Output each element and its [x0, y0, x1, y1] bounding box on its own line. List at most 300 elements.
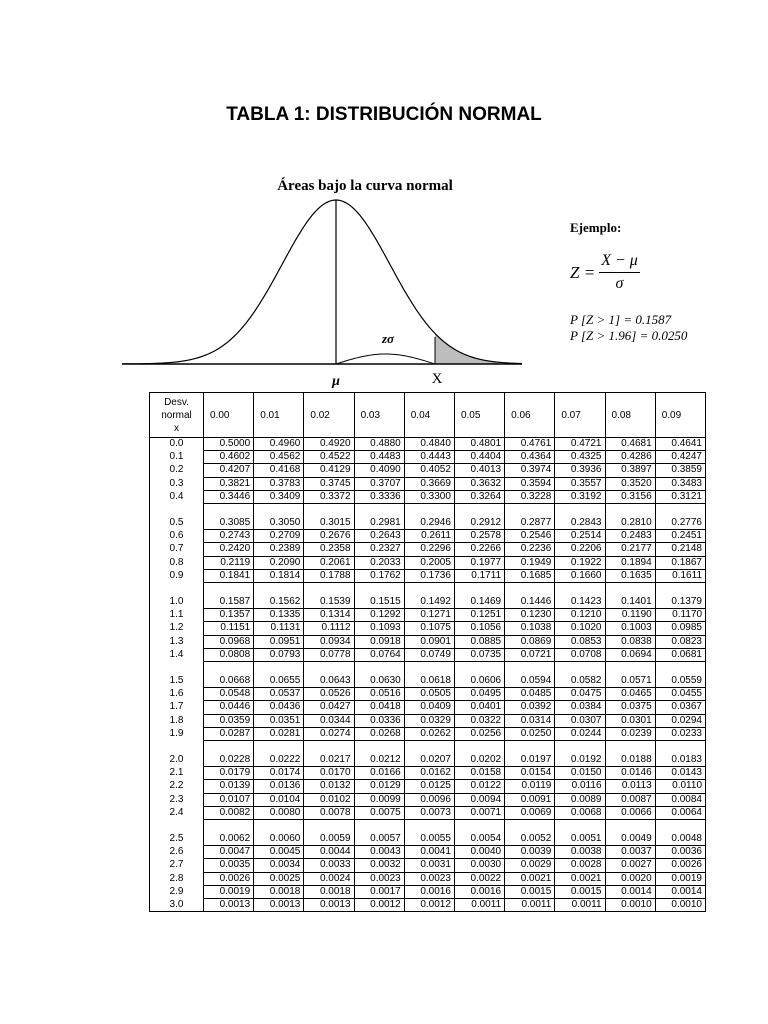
table-cell: 0.5000	[204, 438, 254, 451]
table-cell: 0.0287	[204, 727, 254, 740]
table-cell: 0.0162	[404, 767, 454, 780]
table-cell: 0.0020	[605, 872, 655, 885]
table-cell: 0.1357	[204, 609, 254, 622]
header-x-line: normal	[161, 409, 192, 421]
table-cell: 0.0409	[404, 701, 454, 714]
table-cell: 0.3783	[254, 477, 304, 490]
table-cell: 0.2266	[454, 543, 504, 556]
table-cell: 0.0668	[204, 675, 254, 688]
table-cell: 0.0033	[304, 859, 354, 872]
table-cell: 0.0041	[404, 846, 454, 859]
table-cell: 0.2578	[454, 530, 504, 543]
table-cell: 0.3745	[304, 477, 354, 490]
table-cell: 0.1841	[204, 569, 254, 582]
table-cell: 0.3707	[354, 477, 404, 490]
table-cell: 0.0166	[354, 767, 404, 780]
table-cell: 0.1251	[454, 609, 504, 622]
table-row	[150, 438, 706, 451]
table-cell: 0.1611	[655, 569, 705, 582]
table-cell: 0.0174	[254, 767, 304, 780]
table-cell: 0.0040	[454, 846, 504, 859]
table-cell: 0.0643	[304, 675, 354, 688]
table-row	[150, 701, 706, 714]
table-row	[150, 530, 706, 543]
table-row	[150, 622, 706, 635]
table-row	[150, 675, 706, 688]
table-cell: 0.0018	[254, 885, 304, 898]
table-cell: 0.0322	[454, 714, 504, 727]
table-cell: 0.1867	[655, 556, 705, 569]
table-cell: 0.2810	[605, 517, 655, 530]
table-cell: 0.3483	[655, 477, 705, 490]
table-cell: 0.1379	[655, 596, 705, 609]
table-cell: 0.0548	[204, 688, 254, 701]
table-cell: 0.4364	[505, 451, 555, 464]
table-cell: 0.4522	[304, 451, 354, 464]
table-cell: 0.0049	[605, 833, 655, 846]
group-spacer	[150, 583, 706, 597]
table-cell: 0.0985	[655, 622, 705, 635]
table-cell: 0.1170	[655, 609, 705, 622]
table-cell: 0.0113	[605, 780, 655, 793]
table-row	[150, 556, 706, 569]
table-row	[150, 648, 706, 661]
table-cell: 0.1093	[354, 622, 404, 635]
table-cell: 0.1292	[354, 609, 404, 622]
table-cell: 0.0051	[555, 833, 605, 846]
table-cell: 0.0838	[605, 635, 655, 648]
group-spacer	[150, 504, 706, 518]
table-cell: 0.1075	[404, 622, 454, 635]
table-cell: 0.4090	[354, 464, 404, 477]
table-cell: 0.0630	[354, 675, 404, 688]
mu-label: μ	[332, 374, 340, 389]
table-cell: 0.0436	[254, 701, 304, 714]
bell-curve	[122, 200, 522, 364]
table-cell: 0.4443	[404, 451, 454, 464]
table-cell: 0.0064	[655, 806, 705, 819]
table-cell: 0.0934	[304, 635, 354, 648]
table-row	[150, 714, 706, 727]
table-cell: 0.2776	[655, 517, 705, 530]
table-cell: 0.0475	[555, 688, 605, 701]
table-cell: 0.4960	[254, 438, 304, 451]
table-cell: 0.0052	[505, 833, 555, 846]
table-cell: 0.0012	[404, 899, 454, 912]
table-cell: 0.2236	[505, 543, 555, 556]
table-row	[150, 899, 706, 912]
table-cell: 0.0129	[354, 780, 404, 793]
table-cell: 0.1894	[605, 556, 655, 569]
table-cell: 0.0559	[655, 675, 705, 688]
table-cell: 0.4052	[404, 464, 454, 477]
table-cell: 0.0262	[404, 727, 454, 740]
table-cell: 0.0080	[254, 806, 304, 819]
header-x-line: Desv.	[164, 396, 189, 408]
table-cell: 0.1190	[605, 609, 655, 622]
z-formula	[570, 252, 640, 293]
table-cell: 0.1469	[454, 596, 504, 609]
table-row	[150, 806, 706, 819]
table-cell: 0.0019	[204, 885, 254, 898]
table-cell: 0.4483	[354, 451, 404, 464]
table-cell: 0.0139	[204, 780, 254, 793]
table-cell: 0.0158	[454, 767, 504, 780]
table-row	[150, 754, 706, 767]
header-desv-normal-x	[150, 393, 204, 438]
table-cell: 0.0655	[254, 675, 304, 688]
table-cell: 0.0505	[404, 688, 454, 701]
table-cell: 0.0087	[605, 793, 655, 806]
row-x-value: 1.8	[150, 714, 204, 727]
table-cell: 0.0146	[605, 767, 655, 780]
table-cell: 0.0057	[354, 833, 404, 846]
table-cell: 0.1788	[304, 569, 354, 582]
table-cell: 0.0968	[204, 635, 254, 648]
table-cell: 0.3372	[304, 490, 354, 503]
table-cell: 0.0582	[555, 675, 605, 688]
table-cell: 0.0516	[354, 688, 404, 701]
table-cell: 0.0062	[204, 833, 254, 846]
table-cell: 0.4207	[204, 464, 254, 477]
table-cell: 0.1711	[454, 569, 504, 582]
table-cell: 0.2327	[354, 543, 404, 556]
row-x-value: 0.0	[150, 438, 204, 451]
row-x-value: 2.9	[150, 885, 204, 898]
column-header: 0.03	[354, 393, 404, 438]
table-cell: 0.1335	[254, 609, 304, 622]
table-cell: 0.1423	[555, 596, 605, 609]
table-cell: 0.1587	[204, 596, 254, 609]
row-x-value: 0.7	[150, 543, 204, 556]
table-cell: 0.0367	[655, 701, 705, 714]
table-cell: 0.0384	[555, 701, 605, 714]
table-cell: 0.0495	[454, 688, 504, 701]
header-x-line: x	[174, 422, 179, 434]
table-cell: 0.2981	[354, 517, 404, 530]
table-cell: 0.0694	[605, 648, 655, 661]
table-cell: 0.4247	[655, 451, 705, 464]
table-cell: 0.0222	[254, 754, 304, 767]
table-cell: 0.0012	[354, 899, 404, 912]
table-cell: 0.0314	[505, 714, 555, 727]
table-cell: 0.0250	[505, 727, 555, 740]
table-cell: 0.0078	[304, 806, 354, 819]
table-cell: 0.0885	[454, 635, 504, 648]
table-cell: 0.0017	[354, 885, 404, 898]
table-cell: 0.0044	[304, 846, 354, 859]
table-cell: 0.0606	[454, 675, 504, 688]
table-cell: 0.0170	[304, 767, 354, 780]
table-cell: 0.1660	[555, 569, 605, 582]
row-x-value: 1.2	[150, 622, 204, 635]
table-cell: 0.0239	[605, 727, 655, 740]
table-cell: 0.3859	[655, 464, 705, 477]
table-cell: 0.0256	[454, 727, 504, 740]
row-x-value: 0.1	[150, 451, 204, 464]
table-cell: 0.1314	[304, 609, 354, 622]
table-cell: 0.2389	[254, 543, 304, 556]
table-row	[150, 490, 706, 503]
row-x-value: 0.6	[150, 530, 204, 543]
table-cell: 0.0028	[555, 859, 605, 872]
table-row	[150, 517, 706, 530]
table-cell: 0.0808	[204, 648, 254, 661]
table-cell: 0.3897	[605, 464, 655, 477]
table-cell: 0.0618	[404, 675, 454, 688]
table-row	[150, 543, 706, 556]
table-cell: 0.4129	[304, 464, 354, 477]
table-cell: 0.1003	[605, 622, 655, 635]
table-cell: 0.0192	[555, 754, 605, 767]
table-cell: 0.0034	[254, 859, 304, 872]
table-header-row	[150, 393, 706, 438]
table-cell: 0.2005	[404, 556, 454, 569]
table-cell: 0.4880	[354, 438, 404, 451]
table-cell: 0.0233	[655, 727, 705, 740]
table-cell: 0.3121	[655, 490, 705, 503]
table-cell: 0.0853	[555, 635, 605, 648]
table-row	[150, 635, 706, 648]
table-cell: 0.4168	[254, 464, 304, 477]
table-row	[150, 833, 706, 846]
table-cell: 0.0013	[304, 899, 354, 912]
group-spacer	[150, 741, 706, 755]
table-cell: 0.0526	[304, 688, 354, 701]
column-header: 0.00	[204, 393, 254, 438]
table-cell: 0.4325	[555, 451, 605, 464]
figure-caption: Áreas bajo la curva normal	[277, 178, 453, 194]
table-cell: 0.0202	[454, 754, 504, 767]
table-cell: 0.0094	[454, 793, 504, 806]
table-cell: 0.0212	[354, 754, 404, 767]
table-cell: 0.0110	[655, 780, 705, 793]
row-x-value: 1.1	[150, 609, 204, 622]
table-cell: 0.4286	[605, 451, 655, 464]
table-row	[150, 609, 706, 622]
table-cell: 0.2090	[254, 556, 304, 569]
table-cell: 0.0023	[354, 872, 404, 885]
table-cell: 0.0681	[655, 648, 705, 661]
table-cell: 0.0183	[655, 754, 705, 767]
table-cell: 0.2119	[204, 556, 254, 569]
table-cell: 0.2877	[505, 517, 555, 530]
table-cell: 0.0197	[505, 754, 555, 767]
table-cell: 0.0048	[655, 833, 705, 846]
table-cell: 0.0060	[254, 833, 304, 846]
table-row	[150, 780, 706, 793]
table-cell: 0.0764	[354, 648, 404, 661]
table-cell: 0.0084	[655, 793, 705, 806]
table-cell: 0.0359	[204, 714, 254, 727]
table-cell: 0.0571	[605, 675, 655, 688]
table-cell: 0.0014	[605, 885, 655, 898]
table-cell: 0.0022	[454, 872, 504, 885]
table-cell: 0.0071	[454, 806, 504, 819]
table-cell: 0.0082	[204, 806, 254, 819]
example-label: Ejemplo:	[570, 220, 622, 235]
table-cell: 0.0122	[454, 780, 504, 793]
table-cell: 0.1401	[605, 596, 655, 609]
table-cell: 0.0102	[304, 793, 354, 806]
table-row	[150, 846, 706, 859]
row-x-value: 0.4	[150, 490, 204, 503]
row-x-value: 0.8	[150, 556, 204, 569]
table-cell: 0.0301	[605, 714, 655, 727]
table-cell: 0.2709	[254, 530, 304, 543]
table-cell: 0.0418	[354, 701, 404, 714]
table-cell: 0.0104	[254, 793, 304, 806]
table-row	[150, 793, 706, 806]
table-cell: 0.0032	[354, 859, 404, 872]
table-cell: 0.0055	[404, 833, 454, 846]
table-cell: 0.4641	[655, 438, 705, 451]
table-cell: 0.2177	[605, 543, 655, 556]
table-row	[150, 859, 706, 872]
table-cell: 0.0016	[404, 885, 454, 898]
row-x-value: 0.3	[150, 477, 204, 490]
column-header: 0.07	[555, 393, 605, 438]
row-x-value: 1.5	[150, 675, 204, 688]
table-cell: 0.0749	[404, 648, 454, 661]
table-cell: 0.0023	[404, 872, 454, 885]
table-cell: 0.0455	[655, 688, 705, 701]
table-cell: 0.1515	[354, 596, 404, 609]
formula-numerator: X − μ	[599, 252, 640, 273]
table-cell: 0.0015	[555, 885, 605, 898]
table-cell: 0.2514	[555, 530, 605, 543]
table-cell: 0.0099	[354, 793, 404, 806]
row-x-value: 2.7	[150, 859, 204, 872]
table-cell: 0.0037	[605, 846, 655, 859]
normal-distribution-table	[149, 392, 706, 912]
table-cell: 0.3557	[555, 477, 605, 490]
table-cell: 0.0039	[505, 846, 555, 859]
table-cell: 0.0013	[254, 899, 304, 912]
row-x-value: 1.6	[150, 688, 204, 701]
table-cell: 0.4801	[454, 438, 504, 451]
formula-denominator: σ	[615, 275, 624, 292]
table-cell: 0.0014	[655, 885, 705, 898]
table-cell: 0.1112	[304, 622, 354, 635]
table-cell: 0.0594	[505, 675, 555, 688]
table-cell: 0.4562	[254, 451, 304, 464]
table-cell: 0.3336	[354, 490, 404, 503]
table-cell: 0.1762	[354, 569, 404, 582]
table-cell: 0.0026	[204, 872, 254, 885]
table-cell: 0.0016	[454, 885, 504, 898]
table-cell: 0.0708	[555, 648, 605, 661]
table-cell: 0.0179	[204, 767, 254, 780]
table-cell: 0.0054	[454, 833, 504, 846]
table-cell: 0.1562	[254, 596, 304, 609]
table-cell: 0.3936	[555, 464, 605, 477]
table-cell: 0.0018	[304, 885, 354, 898]
row-x-value: 2.3	[150, 793, 204, 806]
table-cell: 0.0281	[254, 727, 304, 740]
table-cell: 0.0344	[304, 714, 354, 727]
table-row	[150, 872, 706, 885]
table-row	[150, 464, 706, 477]
table-cell: 0.2643	[354, 530, 404, 543]
table-cell: 0.0043	[354, 846, 404, 859]
row-x-value: 0.9	[150, 569, 204, 582]
example-probability-2: P [Z > 1.96] = 0.0250	[570, 328, 688, 343]
table-cell: 0.0268	[354, 727, 404, 740]
page-title: TABLA 1: DISTRIBUCIÓN NORMAL	[226, 104, 542, 125]
column-header: 0.02	[304, 393, 354, 438]
table-cell: 0.4761	[505, 438, 555, 451]
table-cell: 0.1635	[605, 569, 655, 582]
table-cell: 0.0036	[655, 846, 705, 859]
table-cell: 0.0217	[304, 754, 354, 767]
table-cell: 0.0015	[505, 885, 555, 898]
table-row	[150, 767, 706, 780]
table-cell: 0.1814	[254, 569, 304, 582]
table-cell: 0.1210	[555, 609, 605, 622]
table-cell: 0.1922	[555, 556, 605, 569]
table-cell: 0.0132	[304, 780, 354, 793]
row-x-value: 2.1	[150, 767, 204, 780]
table-cell: 0.0375	[605, 701, 655, 714]
table-cell: 0.1446	[505, 596, 555, 609]
table-cell: 0.0059	[304, 833, 354, 846]
table-cell: 0.0066	[605, 806, 655, 819]
table-cell: 0.0901	[404, 635, 454, 648]
group-spacer	[150, 662, 706, 676]
row-x-value: 0.5	[150, 517, 204, 530]
table-cell: 0.0188	[605, 754, 655, 767]
table-cell: 0.3669	[404, 477, 454, 490]
row-x-value: 2.0	[150, 754, 204, 767]
column-header: 0.04	[404, 393, 454, 438]
column-header: 0.06	[505, 393, 555, 438]
example-probability-1: P [Z > 1] = 0.1587	[570, 312, 672, 327]
table-cell: 0.0427	[304, 701, 354, 714]
table-cell: 0.0096	[404, 793, 454, 806]
table-cell: 0.1977	[454, 556, 504, 569]
table-cell: 0.2296	[404, 543, 454, 556]
table-cell: 0.0029	[505, 859, 555, 872]
table-cell: 0.3228	[505, 490, 555, 503]
row-x-value: 1.0	[150, 596, 204, 609]
table-row	[150, 451, 706, 464]
table-cell: 0.0073	[404, 806, 454, 819]
table-cell: 0.0013	[204, 899, 254, 912]
table-cell: 0.2358	[304, 543, 354, 556]
table-cell: 0.0035	[204, 859, 254, 872]
table-cell: 0.0823	[655, 635, 705, 648]
table-cell: 0.0446	[204, 701, 254, 714]
table-cell: 0.0244	[555, 727, 605, 740]
table-cell: 0.0207	[404, 754, 454, 767]
z-sigma-hump	[336, 354, 434, 364]
table-cell: 0.2843	[555, 517, 605, 530]
table-cell: 0.3821	[204, 477, 254, 490]
table-cell: 0.0154	[505, 767, 555, 780]
table-cell: 0.0869	[505, 635, 555, 648]
table-cell: 0.0119	[505, 780, 555, 793]
table-cell: 0.3974	[505, 464, 555, 477]
column-header: 0.01	[254, 393, 304, 438]
table-cell: 0.0011	[555, 899, 605, 912]
table-cell: 0.0294	[655, 714, 705, 727]
table-cell: 0.1020	[555, 622, 605, 635]
row-x-value: 2.4	[150, 806, 204, 819]
table-row	[150, 477, 706, 490]
table-cell: 0.0392	[505, 701, 555, 714]
table-cell: 0.4721	[555, 438, 605, 451]
